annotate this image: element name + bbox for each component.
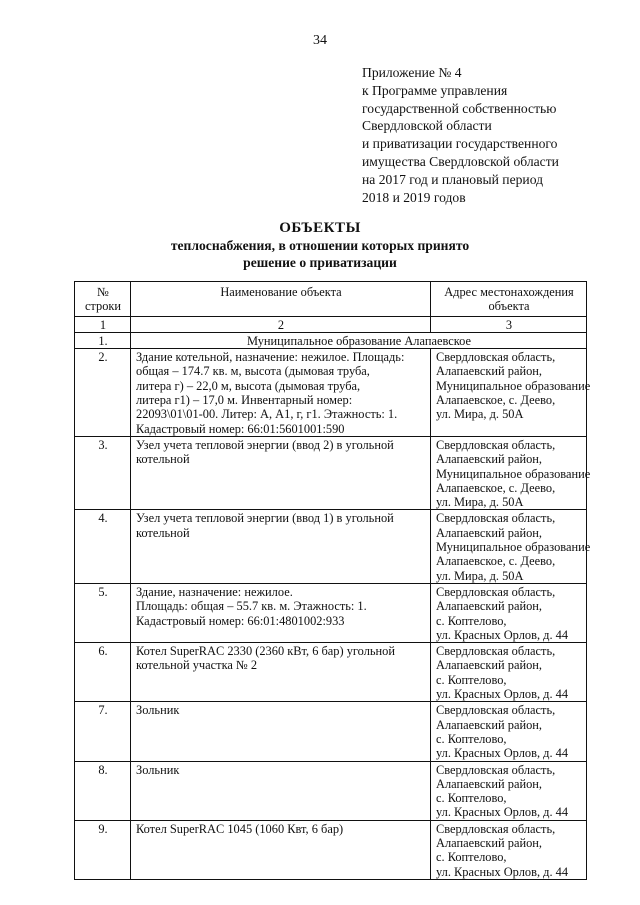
object-name (131, 436, 431, 509)
object-name-line: котельной участка № 2 (136, 658, 258, 673)
object-name (131, 761, 431, 820)
object-address-line: с. Коптелово, (436, 731, 507, 746)
object-address-line: ул. Красных Орлов, д. 44 (436, 805, 569, 820)
object-name-line: котельной (136, 525, 190, 540)
header-object-name (131, 282, 431, 317)
appendix-line: на 2017 год и плановый период (362, 171, 544, 187)
object-address-line: Муниципальное образование (436, 540, 591, 555)
object-address-line: Алапаевский район, (436, 835, 543, 850)
appendix-line: и приватизации государственного (362, 136, 558, 152)
appendix-caption (362, 64, 632, 206)
object-address-line: Муниципальное образование (436, 378, 591, 393)
object-name (131, 510, 431, 583)
appendix-line: государственной собственностью (362, 100, 557, 116)
object-address-line: Свердловская область, (436, 437, 556, 452)
object-address (431, 761, 587, 820)
row-number: 9. (75, 820, 131, 879)
row-number: 6. (75, 643, 131, 702)
header-text: Наименование объекта (220, 285, 342, 299)
row-number: 5. (75, 583, 131, 642)
object-address-line: Свердловская область, (436, 703, 556, 718)
column-number: 1 (75, 316, 131, 332)
table-row (75, 702, 587, 761)
object-name (131, 643, 431, 702)
object-address-line: ул. Мира, д. 50А (436, 568, 524, 583)
object-address-line: Свердловская область, (436, 584, 556, 599)
object-name-line: Здание котельной, назначение: нежилое. Площадь: (136, 350, 405, 365)
object-name-line: Зольник (136, 703, 180, 718)
section-number: 1. (75, 332, 131, 348)
title-subtitle-line: теплоснабжения, в отношении которых принято (170, 238, 470, 253)
header-text: объекта (488, 299, 530, 314)
section-label: Муниципальное образование Алапаевское (131, 332, 587, 348)
table-row (75, 583, 587, 642)
object-address-line: с. Коптелово, (436, 791, 507, 806)
object-name-line: Узел учета тепловой энергии (ввод 1) в угольной (136, 511, 394, 526)
column-number: 2 (131, 316, 431, 332)
object-address (431, 349, 591, 437)
object-address-line: ул. Красных Орлов, д. 44 (436, 864, 569, 879)
object-name-line: Котел SuperRAC 2330 (2360 кВт, 6 бар) угольной (136, 644, 396, 659)
header-text: Адрес местонахождения (444, 285, 574, 299)
object-address-line: Муниципальное образование (436, 466, 591, 481)
objects-table (74, 281, 591, 880)
header-row-number (75, 282, 131, 317)
object-address (431, 643, 587, 702)
section-row (75, 332, 587, 348)
table-header-row (75, 282, 587, 317)
object-address-line: Алапаевский район, (436, 658, 543, 673)
page-number: 34 (313, 33, 327, 48)
table-row (75, 436, 587, 509)
object-name-line: Площадь: общая – 55.7 кв. м. Этажность: 1. (136, 599, 367, 614)
title-subtitle-line: решение о приватизации (243, 255, 397, 270)
row-number: 8. (75, 761, 131, 820)
object-address-line: Алапаевский район, (436, 525, 543, 540)
object-name (131, 820, 431, 879)
header-text: строки (84, 299, 122, 314)
table-row (75, 510, 587, 583)
object-name-line: 22093\01\01-00. Литер: А, А1, г, г1. Этажность: 1. (136, 407, 398, 422)
object-address-line: Свердловская область, (436, 644, 556, 659)
object-address (431, 436, 591, 510)
table-row (75, 643, 587, 702)
column-number-row (75, 316, 587, 332)
object-name (131, 583, 431, 642)
object-address-line: с. Коптелово, (436, 850, 507, 865)
document-title (0, 219, 640, 271)
appendix-line: Свердловской области (362, 118, 492, 134)
object-name (131, 702, 431, 761)
object-address-line: Алапаевский район, (436, 776, 543, 791)
object-address-line: Свердловская область, (436, 350, 556, 365)
object-address-line: с. Коптелово, (436, 672, 507, 687)
object-address-line: с. Коптелово, (436, 613, 507, 628)
object-address-line: Алапаевский район, (436, 452, 543, 467)
object-address (431, 820, 587, 879)
title-main: ОБЪЕКТЫ (279, 220, 361, 236)
row-number: 2. (75, 349, 131, 437)
row-number: 3. (75, 436, 131, 509)
object-address-line: ул. Красных Орлов, д. 44 (436, 746, 569, 761)
table-row (75, 349, 587, 437)
table-row (75, 761, 587, 820)
object-address-line: Алапаевский район, (436, 364, 543, 379)
object-name-line: котельной (136, 452, 190, 467)
object-name-line: Кадастровый номер: 66:01:5601001:590 (136, 421, 345, 436)
object-address-line: Алапаевский район, (436, 599, 543, 614)
object-address-line: Алапаевский район, (436, 717, 543, 732)
object-name-line: литера г) – 22,0 м, высота (дымовая труба, (136, 378, 361, 393)
object-name-line: Узел учета тепловой энергии (ввод 2) в угольной (136, 437, 394, 452)
appendix-line: Приложение № 4 (362, 65, 462, 80)
object-name-line: Котел SuperRAC 1045 (1060 Квт, 6 бар) (136, 821, 344, 836)
appendix-line: 2018 и 2019 годов (362, 189, 466, 205)
object-name-line: Здание, назначение: нежилое. (136, 584, 293, 599)
object-address-line: Алапаевское, с. Деево, (436, 554, 556, 569)
header-text: № (97, 285, 109, 299)
object-name (131, 349, 431, 437)
header-object-address (431, 282, 587, 317)
object-name-line: Зольник (136, 762, 180, 777)
object-address-line: Алапаевское, с. Деево, (436, 480, 556, 495)
object-address (431, 510, 591, 583)
object-address-line: ул. Мира, д. 50А (436, 407, 524, 422)
object-address-line: ул. Красных Орлов, д. 44 (436, 687, 569, 702)
row-number: 7. (75, 702, 131, 761)
object-address-line: Свердловская область, (436, 511, 556, 526)
table-row (75, 820, 587, 879)
column-number: 3 (431, 316, 587, 332)
object-address (431, 583, 587, 642)
object-name-line: литера г1) – 17,0 м. Инвентарный номер: (136, 393, 353, 408)
row-number: 4. (75, 510, 131, 583)
object-name-line: общая – 174.7 кв. м, высота (дымовая труба, (136, 364, 370, 379)
object-address-line: Свердловская область, (436, 762, 556, 777)
object-address-line: ул. Мира, д. 50А (436, 495, 524, 510)
object-name-line: Кадастровый номер: 66:01:4801002:933 (136, 613, 345, 628)
appendix-line: имущества Свердловской области (362, 153, 559, 169)
object-address-line: Алапаевское, с. Деево, (436, 393, 556, 408)
object-address-line: Свердловская область, (436, 821, 556, 836)
object-address (431, 702, 587, 761)
appendix-line: к Программе управления (362, 82, 508, 98)
object-address-line: ул. Красных Орлов, д. 44 (436, 627, 569, 642)
